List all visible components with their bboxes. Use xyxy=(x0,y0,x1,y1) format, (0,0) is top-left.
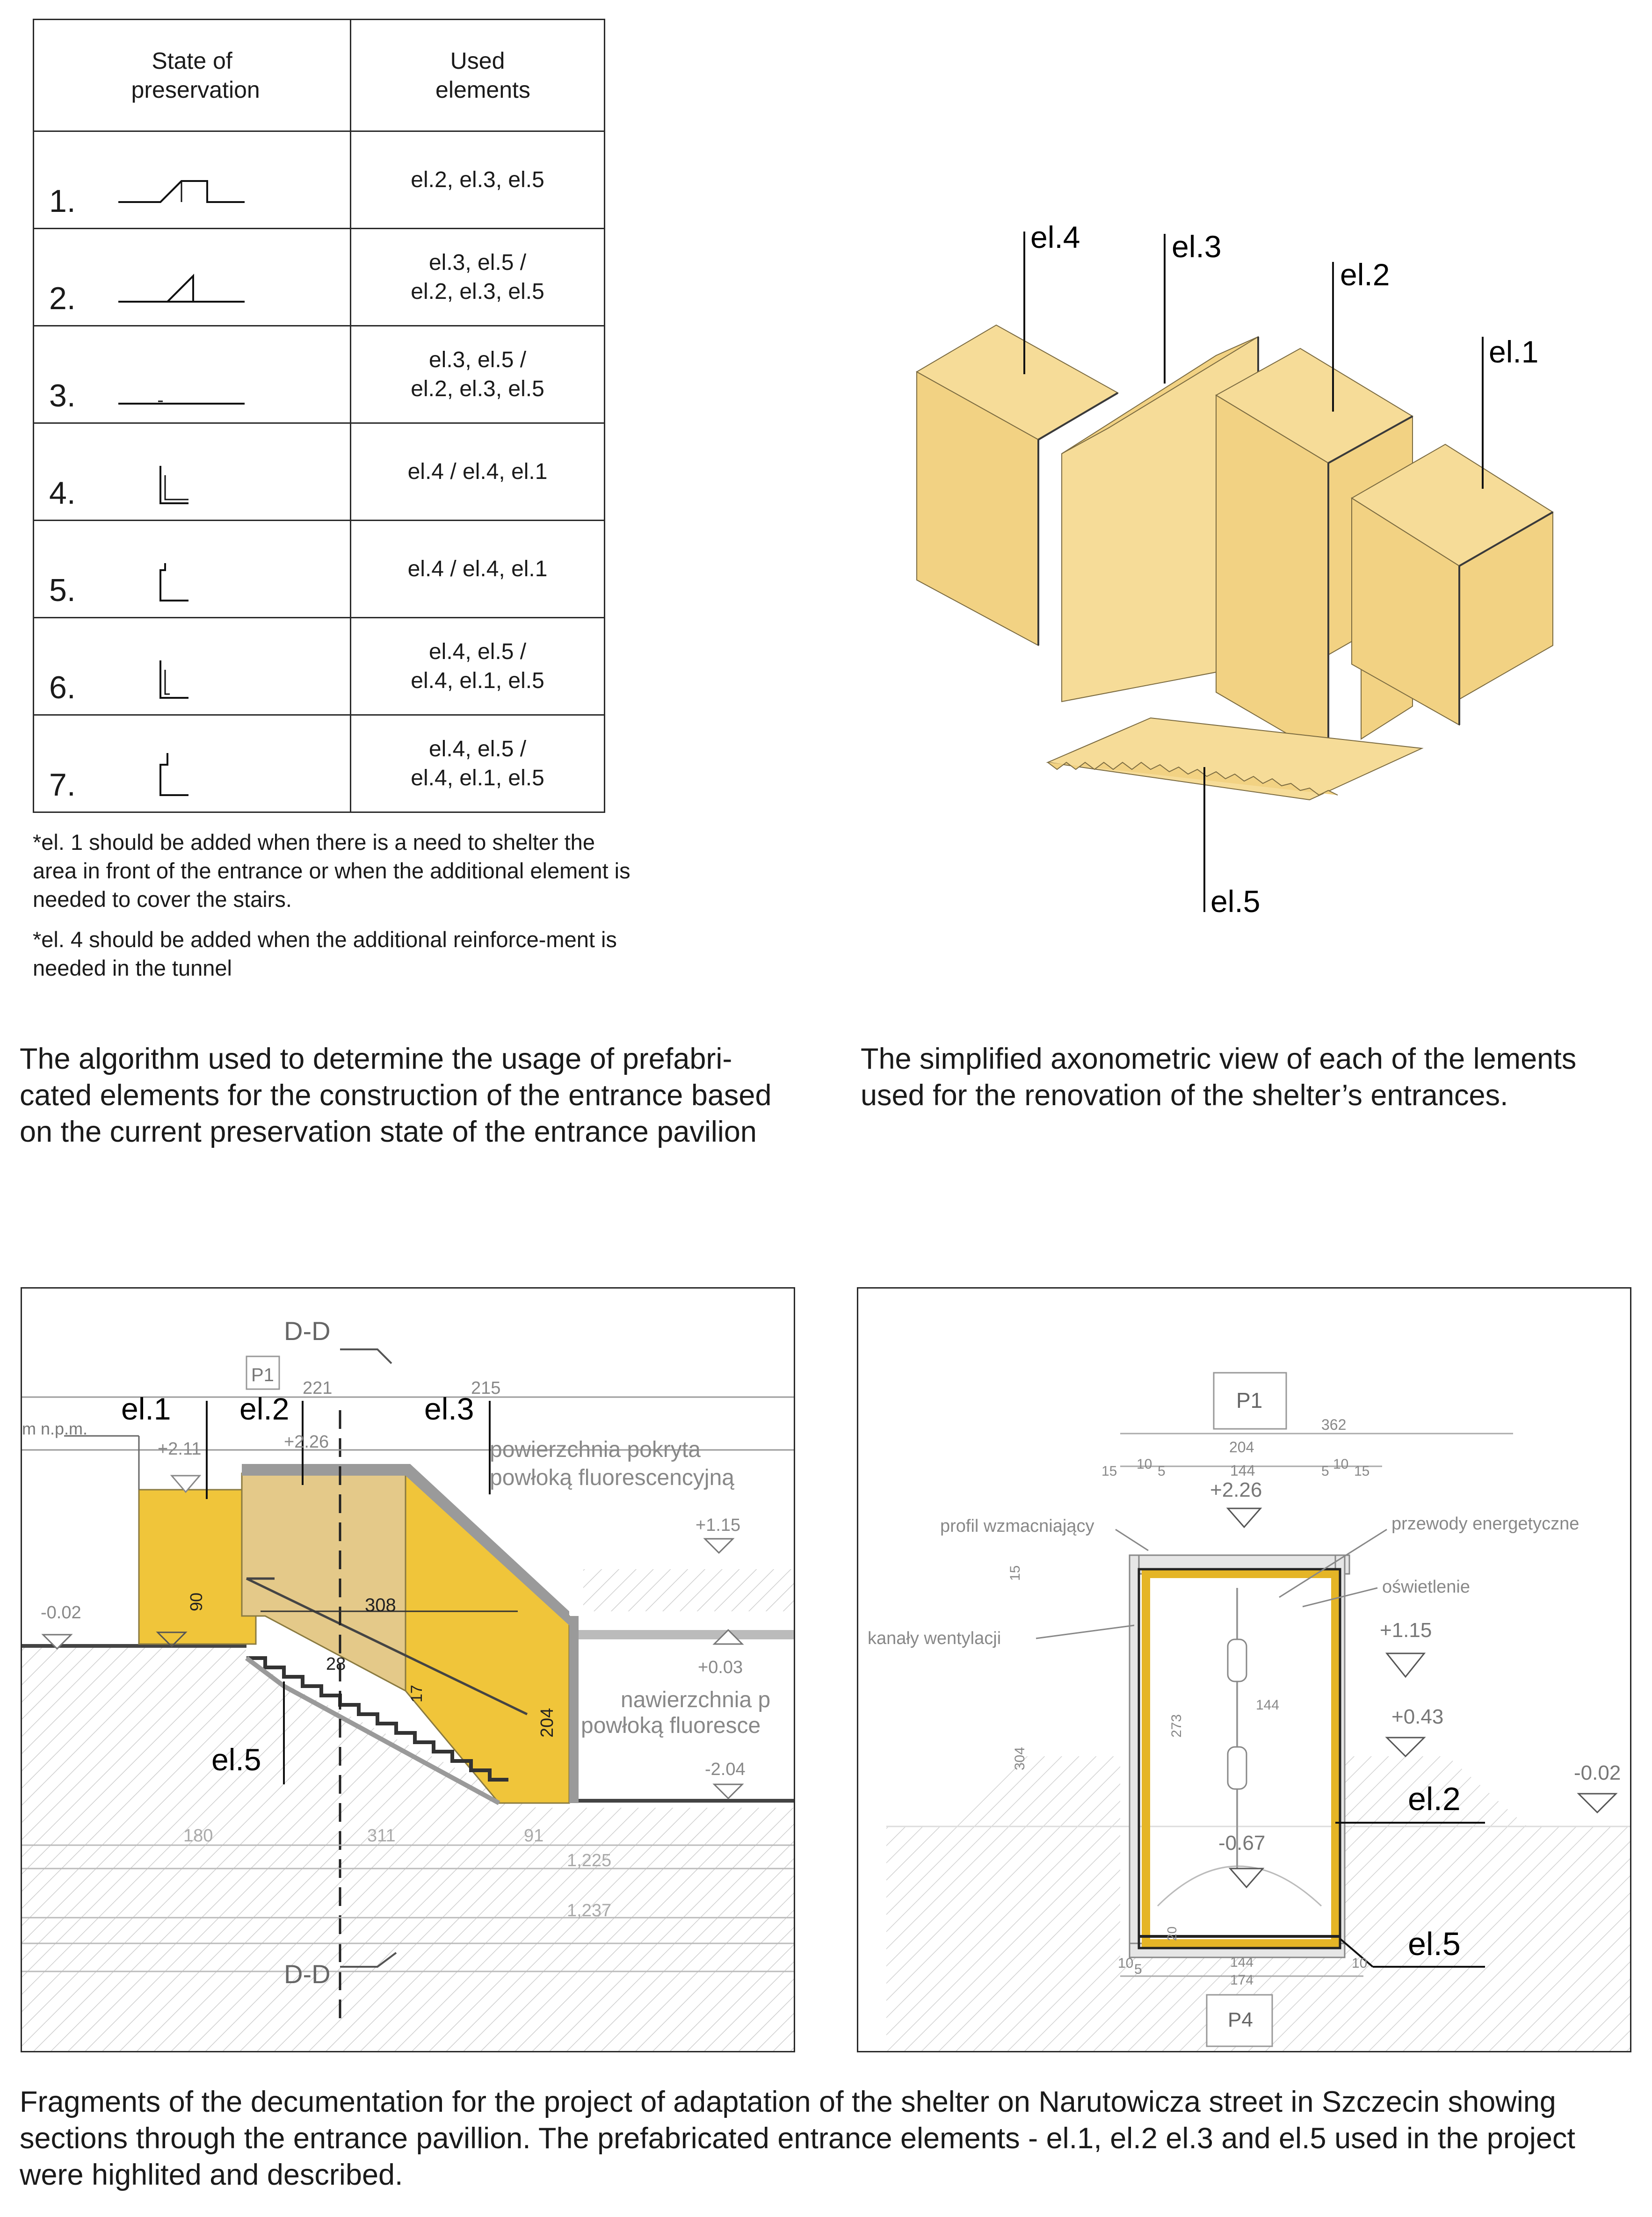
note-surface-1: powierzchnia pokryta xyxy=(490,1437,701,1462)
label-el5: el.5 xyxy=(1408,1926,1461,1962)
dim-15a: 15 xyxy=(1101,1464,1117,1479)
row-number: 6. xyxy=(49,670,76,705)
dim-180: 180 xyxy=(183,1826,213,1846)
label-el1: el.1 xyxy=(121,1391,171,1426)
label-p1: P1 xyxy=(251,1365,274,1385)
row-elements: el.4 / el.4, el.1 xyxy=(351,521,605,618)
dim-20: 20 xyxy=(1165,1926,1179,1941)
callout-profil: profil wzmacniający xyxy=(940,1516,1094,1536)
header-used: Used elements xyxy=(351,20,605,131)
dim-308: 308 xyxy=(365,1595,396,1616)
level-211: +2.11 xyxy=(158,1439,202,1459)
axonometric-view xyxy=(889,187,1590,945)
caption-bottom: Fragments of the decumentation for the project of adaptation of the shelter on Narutowicza street in Szczecin showing sections through the entrance pavillion. The prefabricated entrance elements - el.1, el.2 el.3 and el.5 used in the project were highlited and described. xyxy=(20,2086,1575,2191)
dim-144: 144 xyxy=(1230,1462,1255,1479)
dim-174: 174 xyxy=(1230,1972,1254,1988)
level-m002: -0.02 xyxy=(1574,1761,1621,1784)
note-surface-2: powłoką fluorescencyjną xyxy=(490,1465,734,1490)
dim-91: 91 xyxy=(524,1826,544,1846)
row-elements: el.2, el.3, el.5 xyxy=(351,131,605,229)
level-115: +1.15 xyxy=(696,1515,741,1535)
level-m204: -2.04 xyxy=(705,1760,746,1779)
dim-311: 311 xyxy=(367,1826,396,1846)
header-state: State of preservation xyxy=(34,20,351,131)
label-mnpm: m n.p.m. xyxy=(22,1419,88,1438)
level-115: +1.15 xyxy=(1380,1619,1432,1642)
callout-kanaly: kanały wentylacji xyxy=(868,1629,1001,1648)
dim-1225: 1,225 xyxy=(567,1851,612,1870)
section-right-drawing xyxy=(858,1289,1630,2051)
row-elements: el.4 / el.4, el.1 xyxy=(351,423,605,521)
note-el1: *el. 1 should be added when there is a need to shelter the area in front of the entrance or when the additional element is needed to cover the stairs. xyxy=(33,830,630,912)
dim-10c: 10 xyxy=(1118,1956,1134,1971)
row-number: 3. xyxy=(49,378,76,413)
level-m067: -0.67 xyxy=(1218,1832,1266,1855)
level-m002: -0.02 xyxy=(41,1603,81,1623)
note-pavement-2: powłoką fluoresce xyxy=(581,1713,761,1738)
dim-273: 273 xyxy=(1169,1714,1184,1738)
row-number: 2. xyxy=(49,281,76,316)
label-el5: el.5 xyxy=(211,1742,261,1777)
row-elements: el.3, el.5 / el.2, el.3, el.5 xyxy=(351,326,605,423)
label-el2: el.2 xyxy=(239,1391,290,1426)
section-el3 xyxy=(406,1473,569,1803)
dim-15b: 15 xyxy=(1354,1464,1370,1479)
profile-ramp-icon xyxy=(114,155,273,216)
table-row xyxy=(34,131,605,229)
dim-5b: 5 xyxy=(1321,1464,1329,1479)
profile-triangle-icon xyxy=(114,253,273,313)
dim-17: 17 xyxy=(408,1685,426,1703)
profile-double-wall-icon xyxy=(114,642,273,703)
row-elements: el.3, el.5 / el.2, el.3, el.5 xyxy=(351,229,605,326)
profile-wall-icon xyxy=(114,447,273,508)
dim-1237: 1,237 xyxy=(567,1901,612,1920)
label-el1: el.1 xyxy=(1489,334,1539,369)
note-pavement-1: nawierzchnia p xyxy=(621,1688,771,1712)
level-226: +2.26 xyxy=(284,1432,329,1452)
label-el3: el.3 xyxy=(424,1391,474,1426)
label-el4: el.4 xyxy=(1030,220,1080,254)
dim-10d: 10 xyxy=(1352,1956,1368,1971)
row-elements: el.4, el.5 / el.4, el.1, el.5 xyxy=(351,715,605,812)
dim-15v: 15 xyxy=(1007,1565,1023,1581)
level-226: +2.26 xyxy=(1210,1478,1262,1501)
dim-10b: 10 xyxy=(1333,1456,1349,1472)
dim-28: 28 xyxy=(326,1654,346,1674)
section-left-frame xyxy=(21,1287,795,2052)
table-row xyxy=(34,229,605,326)
table-row xyxy=(34,618,605,715)
dim-90: 90 xyxy=(187,1592,206,1611)
dim-10a: 10 xyxy=(1137,1456,1152,1472)
table-row xyxy=(34,521,605,618)
row-elements: el.4, el.5 / el.4, el.1, el.5 xyxy=(351,618,605,715)
row-number: 7. xyxy=(49,767,76,803)
dim-5a: 5 xyxy=(1158,1464,1166,1479)
level-043: +0.43 xyxy=(1391,1705,1444,1728)
label-el2: el.2 xyxy=(1340,257,1390,292)
section-left-drawing xyxy=(22,1289,794,2051)
dd-bottom: D-D xyxy=(284,1959,331,1989)
label-el3: el.3 xyxy=(1172,229,1222,264)
caption-algorithm: The algorithm used to determine the usage of prefabri-cated elements for the construction of the entrance based on the current preservation state of the entrance pavilion xyxy=(20,1043,772,1148)
row-number: 5. xyxy=(49,572,76,608)
table-row xyxy=(34,326,605,423)
caption-axonometric: The simplified axonometric view of each of the lements used for the renovation of the shelter’s entrances. xyxy=(861,1043,1577,1112)
note-el4: *el. 4 should be added when the additional reinforce-ment is needed in the tunnel xyxy=(33,927,617,980)
table-header-row xyxy=(34,20,605,131)
row-number: 1. xyxy=(49,183,76,219)
row-number: 4. xyxy=(49,475,76,511)
section-el1 xyxy=(139,1490,256,1644)
table-row xyxy=(34,715,605,812)
dd-top: D-D xyxy=(284,1316,331,1346)
label-el2: el.2 xyxy=(1408,1781,1461,1817)
dim-362: 362 xyxy=(1321,1416,1347,1433)
dim-204: 204 xyxy=(1229,1439,1254,1456)
dim-5c: 5 xyxy=(1134,1962,1142,1977)
label-el5: el.5 xyxy=(1210,884,1261,919)
callout-przewody: przewody energetyczne xyxy=(1391,1514,1580,1534)
dim-144b: 144 xyxy=(1256,1697,1280,1713)
profile-broken-wall-icon xyxy=(114,544,273,605)
dim-304: 304 xyxy=(1012,1746,1028,1770)
dim-144c: 144 xyxy=(1230,1955,1254,1970)
dim-221: 221 xyxy=(303,1378,333,1398)
dim-215: 215 xyxy=(471,1378,501,1398)
profile-stepped-wall-icon xyxy=(114,739,273,800)
dim-204: 204 xyxy=(537,1708,557,1738)
table-row xyxy=(34,423,605,521)
label-p4: P4 xyxy=(1228,2008,1253,2031)
level-003: +0.03 xyxy=(698,1658,743,1677)
profile-flat-icon xyxy=(114,350,273,411)
section-right-frame xyxy=(857,1287,1631,2052)
callout-oswietlenie: oświetlenie xyxy=(1382,1577,1470,1597)
label-p1: P1 xyxy=(1236,1388,1263,1413)
preservation-table xyxy=(33,19,605,813)
